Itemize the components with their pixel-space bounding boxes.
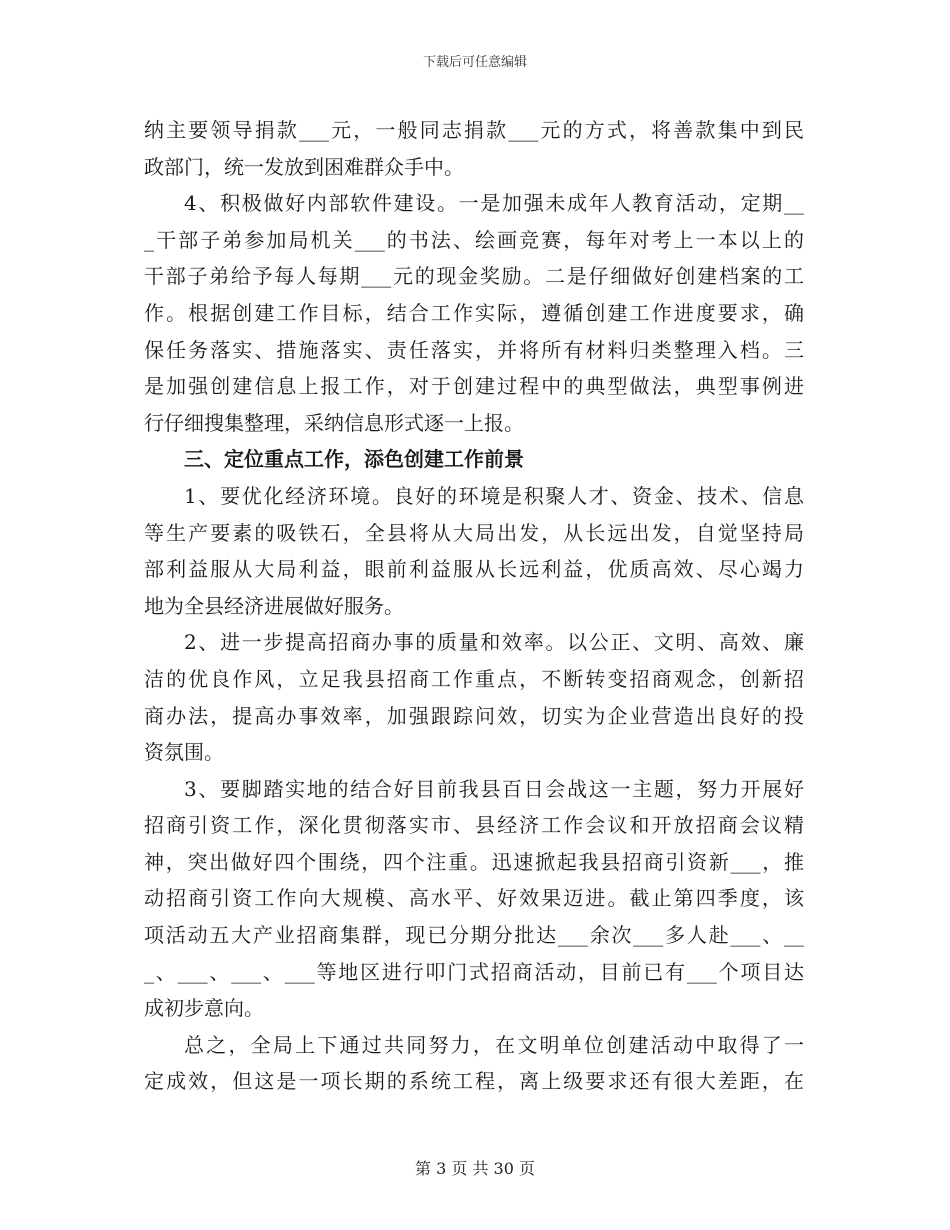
text-line: 总之，全局上下通过共同努力，在文明单位创建活动中取得了一 (184, 1032, 804, 1057)
text-line: 作。根据创建工作目标，结合工作实际，遵循创建工作进度要求，确 (144, 300, 804, 325)
text-line: 纳主要领导捐款___元，一般同志捐款___元的方式，将善款集中到民 (144, 118, 804, 142)
text-line: 资氛围。 (144, 740, 224, 765)
text-line: 神，突出做好四个围绕，四个注重。迅速掀起我县招商引资新___，推 (144, 849, 804, 874)
text-line: 成初步意向。 (144, 996, 264, 1021)
text-line: 政部门，统一发放到困难群众手中。 (144, 154, 464, 179)
text-line: 地为全县经济进展做好服务。 (144, 593, 404, 618)
text-line: 商办法，提高办事效率，加强跟踪问效，切实为企业营造出良好的投 (144, 703, 804, 728)
document-body (144, 112, 804, 1100)
text-line: 保任务落实、措施落实、责任落实，并将所有材料归类整理入档。三 (144, 337, 804, 362)
text-line: _、___、___、___等地区进行叩门式招商活动，目前已有___个项目达 (144, 959, 804, 984)
text-line: 行仔细搜集整理，采纳信息形式逐一上报。 (144, 410, 524, 435)
text-line: 洁的优良作风，立足我县招商工作重点，不断转变招商观念，创新招 (144, 666, 804, 691)
text-line: 2、进一步提高招商办事的质量和效率。以公正、文明、高效、廉 (184, 630, 804, 655)
text-line: 3、要脚踏实地的结合好目前我县百日会战这一主题，努力开展好 (184, 776, 804, 801)
text-line: 干部子弟给予每人每期___元的现金奖励。二是仔细做好创建档案的工 (144, 264, 804, 289)
text-line: 等生产要素的吸铁石，全县将从大局出发，从长远出发，自觉坚持局 (144, 520, 804, 545)
text-line: 动招商引资工作向大规模、高水平、好效果迈进。截止第四季度，该 (144, 886, 804, 911)
text-line: 4、积极做好内部软件建设。一是加强未成年人教育活动，定期__ (184, 191, 804, 216)
text-line: 部利益服从大局利益，眼前利益服从长远利益，优质高效、尽心竭力 (144, 557, 804, 582)
text-line: 定成效，但这是一项长期的系统工程，离上级要求还有很大差距，在 (144, 1069, 804, 1094)
page-footer: 第 3 页 共 30 页 (415, 1159, 535, 1178)
text-line: 是加强创建信息上报工作，对于创建过程中的典型做法，典型事例进 (144, 374, 804, 399)
text-line: 招商引资工作，深化贯彻落实市、县经济工作会议和开放招商会议精 (144, 813, 804, 838)
page-header: 下载后可任意编辑 (422, 55, 527, 70)
text-line: 1、要优化经济环境。良好的环境是积聚人才、资金、技术、信息 (184, 483, 804, 508)
text-line: 项活动五大产业招商集群，现已分期分批达___余次___多人赴___、__ (144, 923, 804, 948)
section-heading: 三、定位重点工作，添色创建工作前景 (184, 447, 524, 472)
text-line: _干部子弟参加局机关___的书法、绘画竞赛，每年对考上一本以上的 (144, 227, 804, 252)
